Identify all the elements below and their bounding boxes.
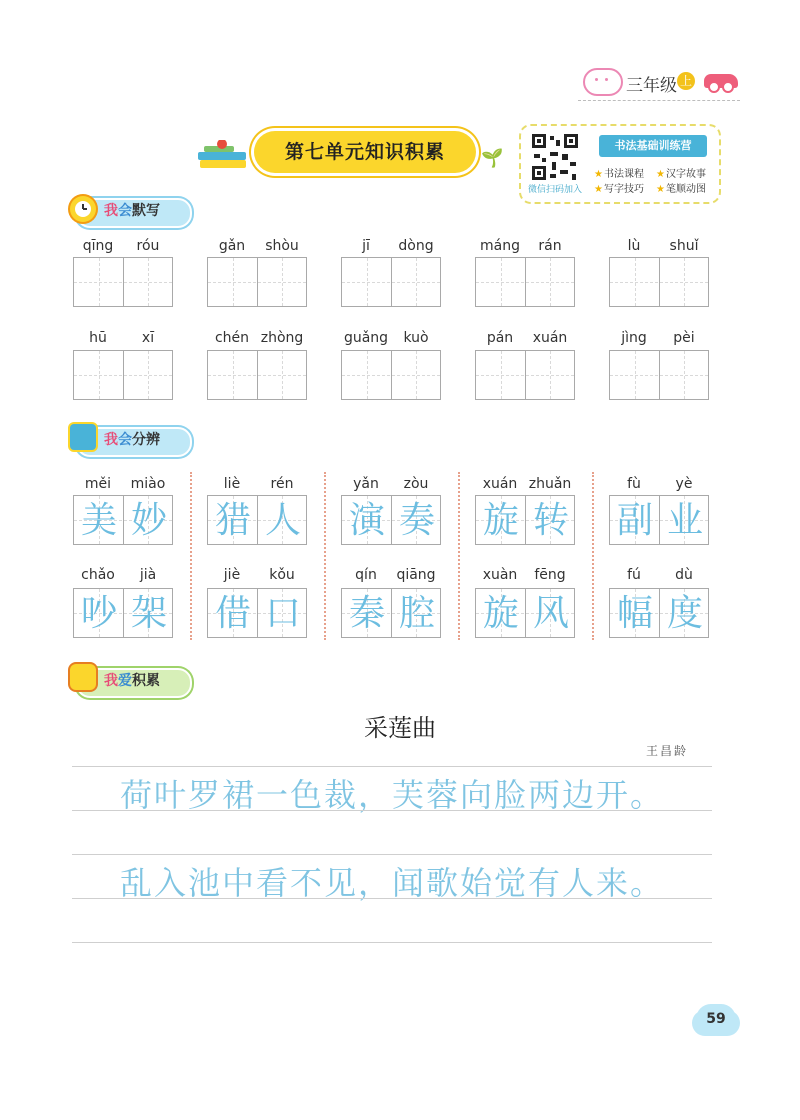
poem-title: 采莲曲 <box>364 714 436 742</box>
grade-label: 三年级 <box>626 76 677 96</box>
section-title-distinguish: 我会分辨 <box>104 432 160 448</box>
pinyin-label: fú <box>627 567 641 583</box>
writing-line <box>72 898 712 899</box>
hanzi-char: 口 <box>264 593 301 634</box>
hanzi-char: 人 <box>264 500 301 541</box>
pinyin-label: gǎn <box>218 238 246 254</box>
writing-box <box>475 350 575 400</box>
writing-box <box>609 350 709 400</box>
book-icon <box>70 424 96 450</box>
term-badge: 上 <box>677 72 695 90</box>
qr-item: ★汉字故事 <box>656 169 706 180</box>
qr-item: ★书法课程 <box>594 169 644 180</box>
writing-box <box>341 350 441 400</box>
writing-box <box>609 257 709 307</box>
hanzi-char: 度 <box>666 593 703 634</box>
writing-line <box>72 766 712 767</box>
pinyin-label: xuán <box>482 476 518 492</box>
pinyin-label: jī <box>362 238 370 254</box>
writing-line <box>72 942 712 943</box>
hanzi-char: 转 <box>532 500 569 541</box>
writing-box <box>73 257 173 307</box>
hanzi-char: 演 <box>348 500 385 541</box>
writing-box <box>341 257 441 307</box>
pinyin-label: dù <box>675 567 693 583</box>
qr-item: ★笔顺动图 <box>656 184 706 195</box>
hanzi-char: 吵 <box>80 593 117 634</box>
writing-line <box>72 854 712 855</box>
writing-box <box>475 257 575 307</box>
bag-icon <box>70 664 96 690</box>
hanzi-char: 美 <box>80 500 117 541</box>
pinyin-label: liè <box>223 476 241 492</box>
sprout-icon: 🌱 <box>481 148 504 169</box>
writing-box <box>207 257 307 307</box>
pinyin-label: xuán <box>532 330 568 346</box>
pinyin-label: qīng <box>82 238 114 254</box>
qr-code[interactable] <box>530 132 580 182</box>
pinyin-label: chén <box>214 330 250 346</box>
pinyin-label: hū <box>89 330 107 346</box>
writing-box <box>207 495 307 545</box>
pinyin-label: yè <box>675 476 693 492</box>
pinyin-label: róu <box>136 238 160 254</box>
pinyin-label: miào <box>130 476 166 492</box>
pinyin-label: pèi <box>673 330 695 346</box>
hanzi-char: 业 <box>666 500 703 541</box>
pinyin-label: jiè <box>223 567 241 583</box>
pinyin-label: shuǐ <box>669 238 699 254</box>
section-title-dictation: 我会默写 <box>104 203 160 219</box>
pinyin-label: shòu <box>265 238 299 254</box>
pinyin-label: kuò <box>403 330 429 346</box>
pinyin-label: fēng <box>534 567 566 583</box>
writing-box <box>73 495 173 545</box>
writing-box <box>73 588 173 638</box>
hanzi-char: 旋 <box>482 593 519 634</box>
hanzi-char: 副 <box>616 500 653 541</box>
star-icon: ★ <box>656 184 665 195</box>
pinyin-label: guǎng <box>343 330 389 346</box>
writing-box <box>341 588 441 638</box>
clock-icon <box>70 196 96 222</box>
writing-box <box>609 588 709 638</box>
column-separator <box>458 472 460 640</box>
pinyin-label: rán <box>538 238 562 254</box>
hanzi-char: 猎 <box>214 500 251 541</box>
pinyin-label: pán <box>486 330 514 346</box>
hanzi-char: 腔 <box>398 593 435 634</box>
writing-box <box>609 495 709 545</box>
hanzi-char: 秦 <box>348 593 385 634</box>
qr-item: ★写字技巧 <box>594 184 644 195</box>
poem-author: 王昌龄 <box>646 744 689 758</box>
car-icon <box>704 74 738 88</box>
pinyin-label: lù <box>627 238 641 254</box>
books-apple-icon <box>196 140 248 170</box>
pinyin-label: rén <box>270 476 294 492</box>
pinyin-label: kǒu <box>269 567 295 583</box>
pinyin-label: máng <box>480 238 520 254</box>
hanzi-char: 妙 <box>130 500 167 541</box>
hanzi-char: 风 <box>532 593 569 634</box>
section-title-accumulate: 我爱积累 <box>104 673 160 689</box>
column-separator <box>324 472 326 640</box>
pinyin-label: xuàn <box>482 567 518 583</box>
hanzi-char: 架 <box>130 593 167 634</box>
qr-heading: 书法基础训练营 <box>599 135 707 157</box>
pinyin-label: chǎo <box>81 567 115 583</box>
hanzi-char: 奏 <box>398 500 435 541</box>
star-icon: ★ <box>594 184 603 195</box>
qr-caption: 微信扫码加入 <box>527 185 582 195</box>
writing-box <box>207 588 307 638</box>
hanzi-char: 旋 <box>482 500 519 541</box>
pinyin-label: zhòng <box>260 330 304 346</box>
pinyin-label: zòu <box>403 476 429 492</box>
writing-box <box>475 495 575 545</box>
pinyin-label: fù <box>627 476 641 492</box>
hanzi-char: 借 <box>214 593 251 634</box>
pinyin-label: qín <box>355 567 377 583</box>
writing-box <box>73 350 173 400</box>
column-separator <box>592 472 594 640</box>
writing-line <box>72 810 712 811</box>
pinyin-label: zhuǎn <box>528 476 572 492</box>
pinyin-label: dòng <box>398 238 434 254</box>
star-icon: ★ <box>594 169 603 180</box>
poem-line: 荷叶罗裙一色裁，芙蓉向脸两边开。 <box>119 776 664 814</box>
writing-box <box>475 588 575 638</box>
star-icon: ★ <box>656 169 665 180</box>
poem-line: 乱入池中看不见，闻歌始觉有人来。 <box>119 864 664 902</box>
pinyin-label: qiāng <box>396 567 436 583</box>
page-title: 第七单元知识积累 <box>284 141 445 163</box>
pinyin-label: jìng <box>621 330 647 346</box>
pinyin-label: yǎn <box>353 476 379 492</box>
hanzi-char: 幅 <box>616 593 653 634</box>
writing-box <box>341 495 441 545</box>
writing-box <box>207 350 307 400</box>
page-number: 59 <box>696 1004 736 1034</box>
pinyin-label: xī <box>141 330 155 346</box>
pinyin-label: jià <box>139 567 157 583</box>
column-separator <box>190 472 192 640</box>
pinyin-label: měi <box>84 476 112 492</box>
cloud-icon <box>583 68 623 96</box>
